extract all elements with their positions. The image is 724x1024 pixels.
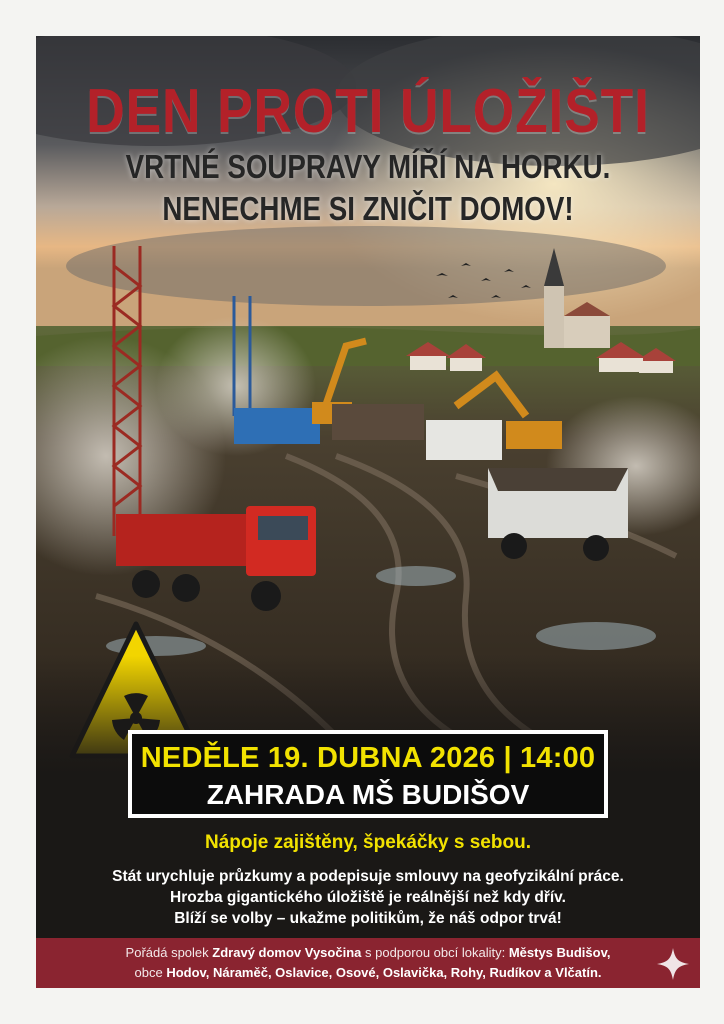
info-line: Blíží se volby – ukažme politikům, že náš odpor trvá! <box>174 910 562 927</box>
main-town: Městys Budišov, <box>508 945 611 960</box>
obce-label: obce <box>134 965 163 980</box>
support-label: s podporou obcí lokality: <box>365 945 506 960</box>
info-line: Stát urychluje průzkumy a podepisuje smlouvy na geofyzikální práce. <box>112 868 624 885</box>
page-title: DEN PROTI ÚLOŽIŠTI <box>86 77 650 146</box>
event-place: ZAHRADA MŠ BUDIŠOV <box>206 779 530 810</box>
subtitle-line-1: VRTNÉ SOUPRAVY MÍŘÍ NA HORKU. <box>125 148 611 185</box>
organizer-footer <box>36 938 700 988</box>
event-info-box <box>128 730 608 818</box>
poster <box>36 36 700 988</box>
drilling-scene-illustration <box>36 36 700 776</box>
event-date-time: NEDĚLE 19. DUBNA 2026 | 14:00 <box>140 742 596 774</box>
footer-line-1 <box>36 943 700 963</box>
footer-line-2 <box>36 963 700 983</box>
info-line: Hrozba gigantického úložiště je reálnější než kdy dřív. <box>170 889 566 906</box>
refreshments-note: Nápoje zajištěny, špekáčky s sebou. <box>205 832 531 853</box>
info-text <box>36 866 700 929</box>
organized-by-label: Pořádá spolek <box>125 945 209 960</box>
municipalities-list: Hodov, Náraměč, Oslavice, Osové, Oslavička, Rohy, Rudíkov a Vlčatín. <box>166 965 602 980</box>
four-point-star-icon <box>656 947 690 981</box>
subtitle-line-2: NENECHME SI ZNIČIT DOMOV! <box>162 190 574 227</box>
organizer-name: Zdravý domov Vysočina <box>212 945 362 960</box>
